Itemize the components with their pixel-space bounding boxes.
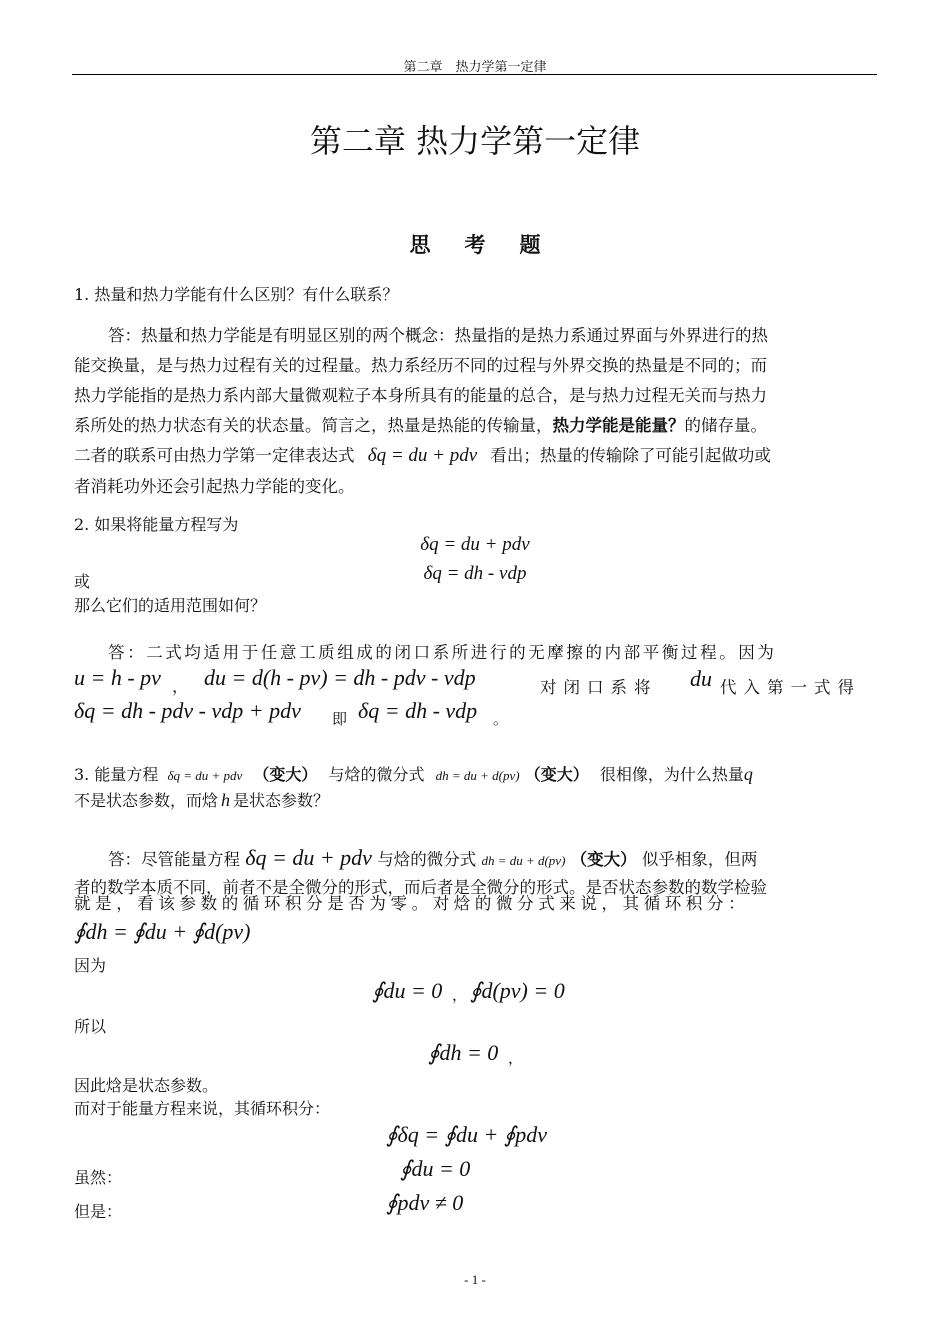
- answer-1-line-5: [74, 441, 771, 472]
- chapter-title: 第二章 热力学第一定律: [309, 122, 641, 160]
- so-label: 所以: [74, 1017, 107, 1036]
- answer-3-line-1: [108, 843, 757, 877]
- header-rule: [72, 74, 877, 75]
- loop-integral-u: ∮du = 0: [372, 978, 443, 1003]
- therefore-text: 因此焓是状态参数。: [74, 1076, 219, 1095]
- formula-du: du = d(h - pv) = dh - pdv - vdp: [204, 665, 476, 690]
- question-3-line-2-end: 是状态参数？: [233, 791, 330, 810]
- because-label: 因为: [74, 956, 107, 975]
- answer-3-end: 似乎相象，但两: [641, 850, 758, 869]
- formula-dq-result: δq = dh - vdp: [358, 698, 478, 723]
- answer-3-text: 答：尽管能量方程: [108, 850, 240, 869]
- question-2-follow: 那么它们的适用范围如何？: [74, 596, 267, 615]
- question-3-end: 很相像，为什么热量: [599, 765, 744, 784]
- loop-integral-q: ∮δq = ∮du + ∮pdv: [386, 1122, 548, 1147]
- first-law-formula: δq = du + pdv: [367, 445, 478, 466]
- answer-1-line-5-text: 二者的联系可由热力学第一定律表达式: [74, 446, 355, 465]
- energy-loop-text: 而对于能量方程来说，其循环积分：: [74, 1099, 331, 1118]
- formula-u: u = h - pv: [74, 665, 161, 690]
- question-3-energy-eq: δq = du + pdv: [167, 768, 243, 783]
- h-variable: h: [221, 790, 231, 810]
- answer-1-line-2: 能交换量，是与热力过程有关的过程量。热力系经历不同的过程与外界交换的热量是不同的；而: [74, 356, 767, 375]
- answer-1-line-6: 者消耗功外还会引起热力学能的变化。: [74, 477, 355, 496]
- running-header: 第二章 热力学第一定律: [403, 60, 547, 75]
- answer-1-line-1: 答：热量和热力学能是有明显区别的两个概念：热量指的是热力系通过界面与外界进行的热: [108, 326, 768, 345]
- q-variable: q: [743, 764, 753, 784]
- answer-2-end-text: 代入第一式得: [720, 678, 861, 697]
- answer-2-line-1: 答：二式均适用于任意工质组成的闭口系所进行的无摩擦的内部平衡过程。因为: [108, 643, 777, 662]
- answer-3-line-2: 者的数学本质不同，前者不是全微分的形式，而后者是全微分的形式。是否状态参数的数学检验: [74, 878, 767, 897]
- period: 。: [493, 710, 509, 728]
- page-number: - 1 -: [464, 1272, 486, 1287]
- formula-du-short: du: [690, 666, 712, 691]
- loop-integral-pv: ∮d(pv) = 0: [470, 978, 565, 1003]
- question-1: 1. 热量和热力学能有什么区别？有什么联系？: [74, 285, 399, 304]
- question-2: 2. 如果将能量方程写为: [74, 515, 239, 534]
- answer-1-line-4: [74, 411, 767, 442]
- ji-label: 即: [332, 710, 348, 728]
- although-label: 虽然：: [74, 1168, 123, 1187]
- answer-1-line-4-end: 的储存量。: [684, 416, 767, 435]
- answer-3-mid: 与焓的微分式: [377, 850, 477, 869]
- question-3-line-2-text: 不是状态参数，而焓: [74, 791, 219, 810]
- or-label: 或: [74, 572, 91, 591]
- answer-3-tag: （变大）: [570, 850, 637, 869]
- question-3-line-1: [74, 762, 753, 785]
- answer-1-line-5-end: 看出；热量的传输除了可能引起做功或: [490, 446, 771, 465]
- question-3-tag: （变大）: [253, 765, 318, 784]
- question-3-enthalpy-eq: dh = du + d(pv): [435, 768, 520, 783]
- but-label: 但是：: [74, 1202, 123, 1221]
- loop-integral-h-zero: ∮dh = 0: [428, 1040, 499, 1065]
- answer-3-line-3: 就是，看该参数的循环积分是否为零。对焓的微分式来说，其循环积分：: [74, 894, 750, 913]
- answer-1-bold-text: 热力学能是能量？: [552, 416, 685, 435]
- loop-integral-u-zero: ∮du = 0: [400, 1156, 471, 1181]
- equation-enthalpy-form: δq = dh - vdp: [423, 563, 527, 584]
- formula-dq-substituted: δq = dh - pdv - vdp + pdv: [74, 698, 301, 723]
- comma-2: ，: [452, 986, 468, 1004]
- question-3-text: 3. 能量方程: [74, 765, 159, 784]
- question-3-tag-2: （变大）: [524, 765, 589, 784]
- answer-1-line-4-text: 系所处的热力状态有关的状态量。简言之，热量是热能的传输量，: [74, 416, 553, 435]
- question-3-line-2: [74, 788, 329, 811]
- question-3-mid: 与焓的微分式: [328, 765, 425, 784]
- answer-3-enthalpy-eq: dh = du + d(pv): [481, 853, 566, 868]
- equation-energy: δq = du + pdv: [420, 534, 530, 555]
- loop-integral-pdv: ∮pdv ≠ 0: [386, 1190, 464, 1215]
- answer-3-energy-eq: δq = du + pdv: [245, 845, 372, 870]
- comma-3: ，: [508, 1049, 524, 1067]
- answer-2-mid-text: 对闭口系将: [540, 678, 658, 697]
- loop-integral-h: ∮dh = ∮du + ∮d(pv): [74, 919, 251, 944]
- answer-1-line-3: 热力学能指的是热力系内部大量微观粒子本身所具有的能量的总合，是与热力过程无关而与热力: [74, 386, 767, 405]
- section-title: 思考题: [409, 232, 575, 257]
- comma: ，: [172, 677, 189, 696]
